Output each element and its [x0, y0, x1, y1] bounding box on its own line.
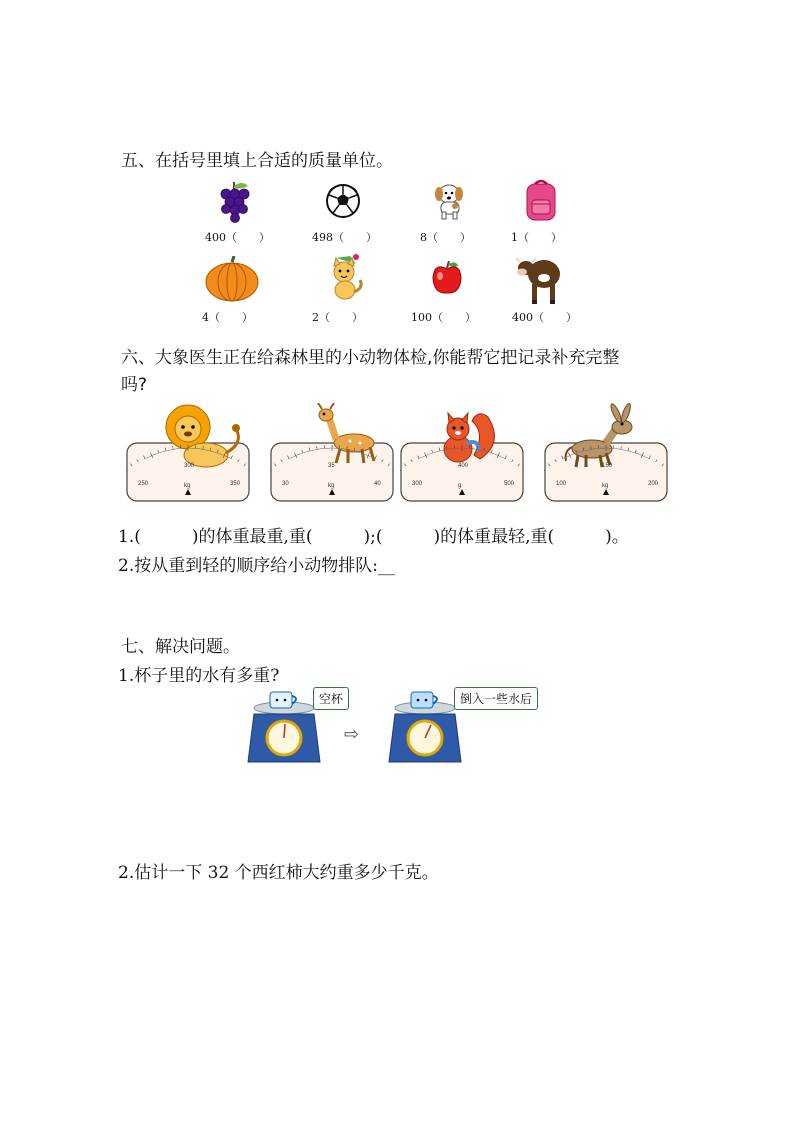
- item-label: 2（ ）: [312, 311, 363, 324]
- cow-icon: [512, 252, 566, 306]
- scale-number: 250: [138, 481, 149, 487]
- puppy-icon: [429, 180, 469, 222]
- grapes-icon: [216, 180, 252, 224]
- scale-unit: kg: [184, 483, 191, 489]
- scale-number: 300: [184, 463, 195, 469]
- scale-number: 400: [458, 463, 469, 469]
- section-7-question-2: 2.估计一下 32 个西红柿大约重多少千克。: [118, 863, 439, 883]
- section-7-question-1: 1.杯子里的水有多重?: [118, 666, 280, 686]
- section-6-title: 六、大象医生正在给森林里的小动物体检,你能帮它把记录补充完整: [121, 348, 620, 368]
- scale-donkey: [544, 403, 668, 503]
- scale-number: 200: [648, 481, 659, 487]
- item-label: 400（ ）: [512, 311, 577, 324]
- scale-number: 300: [412, 481, 423, 487]
- item-label: 1（ ）: [511, 231, 562, 244]
- section-6-question-2: 2.按从重到轻的顺序给小动物排队:__: [118, 556, 395, 576]
- scale-number: 35: [328, 463, 335, 469]
- scale-number: 100: [556, 481, 567, 487]
- section-5-title: 五、在括号里填上合适的质量单位。: [121, 151, 393, 171]
- item-label: 100（ ）: [411, 311, 476, 324]
- section-6-question-1: 1.( )的体重最重,重( );( )的体重最轻,重( )。: [118, 527, 629, 547]
- arrow-icon: ⇨: [344, 724, 360, 745]
- item-label: 400（ ）: [205, 231, 270, 244]
- apple-icon: [430, 260, 464, 296]
- label-after-water: 倒入一些水后: [454, 687, 538, 710]
- scale-unit: kg: [602, 483, 609, 489]
- kitchen-scale-empty: [244, 686, 324, 766]
- scale-number: 500: [504, 481, 515, 487]
- scale-number: 350: [230, 481, 241, 487]
- scale-unit: g: [458, 483, 462, 489]
- scale-number: 150: [602, 463, 613, 469]
- scale-number: 30: [282, 481, 289, 487]
- section-6-title-cont: 吗?: [121, 375, 148, 395]
- item-label: 498（ ）: [312, 231, 377, 244]
- scale-lion: [126, 403, 250, 503]
- scale-squirrel: [400, 403, 524, 503]
- label-empty-cup: 空杯: [313, 687, 349, 710]
- scale-unit: kg: [328, 483, 335, 489]
- backpack-icon: [523, 178, 559, 224]
- soccer-ball-icon: [325, 183, 361, 219]
- item-label: 8（ ）: [420, 231, 471, 244]
- cat-icon: [326, 254, 366, 304]
- item-label: 4（ ）: [202, 311, 253, 324]
- scale-deer: [270, 403, 394, 503]
- scale-number: 40: [374, 481, 381, 487]
- kitchen-scale-water: [385, 686, 465, 766]
- section-7-title: 七、解决问题。: [121, 637, 240, 657]
- pumpkin-icon: [204, 256, 260, 302]
